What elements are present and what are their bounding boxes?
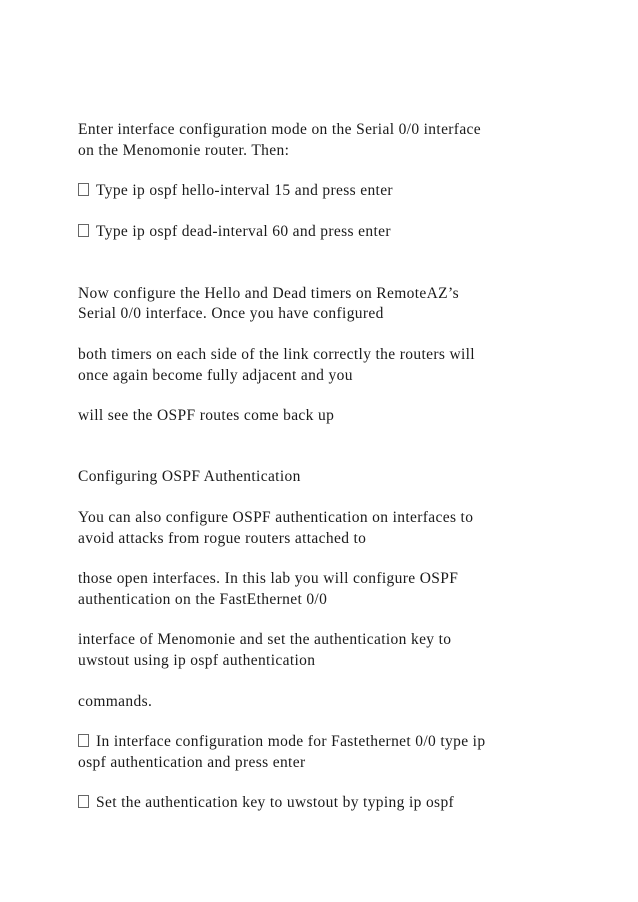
text-line: once again become fully adjacent and you <box>78 367 353 384</box>
bullet-glyph-icon <box>78 795 89 808</box>
text-line: commands. <box>78 693 153 710</box>
bullet-line <box>78 221 391 242</box>
text-line: authentication on the FastEthernet 0/0 <box>78 591 328 608</box>
bullet-text: Type ip ospf dead-interval 60 and press enter <box>96 223 391 240</box>
bullet-line <box>78 792 454 813</box>
text-line: interface of Menomonie and set the authentication key to <box>78 631 452 648</box>
bullet-text: Set the authentication key to uwstout by typing ip ospf <box>96 794 455 811</box>
text-line: both timers on each side of the link correctly the routers will <box>78 346 475 363</box>
text-line: uwstout using ip ospf authentication <box>78 652 316 669</box>
bullet-glyph-icon <box>78 183 89 196</box>
text-line: on the Menomonie router. Then: <box>78 142 290 159</box>
text-line: Now configure the Hello and Dead timers on RemoteAZ’s <box>78 285 459 302</box>
text-line: those open interfaces. In this lab you will configure OSPF <box>78 570 459 587</box>
bullet-line <box>78 731 485 752</box>
section-heading: Configuring OSPF Authentication <box>78 468 301 485</box>
bullet-text: Type ip ospf hello-interval 15 and press enter <box>96 182 393 199</box>
bullet-text: In interface configuration mode for Fastethernet 0/0 type ip <box>96 733 486 750</box>
text-line: You can also configure OSPF authentication on interfaces to <box>78 509 474 526</box>
text-line: avoid attacks from rogue routers attached to <box>78 530 367 547</box>
bullet-glyph-icon <box>78 224 89 237</box>
bullet-line <box>78 180 393 201</box>
text-line: ospf authentication and press enter <box>78 754 306 771</box>
text-line: Enter interface configuration mode on the Serial 0/0 interface <box>78 121 482 138</box>
text-line: will see the OSPF routes come back up <box>78 407 335 424</box>
text-line: Serial 0/0 interface. Once you have configured <box>78 305 384 322</box>
bullet-glyph-icon <box>78 734 89 747</box>
